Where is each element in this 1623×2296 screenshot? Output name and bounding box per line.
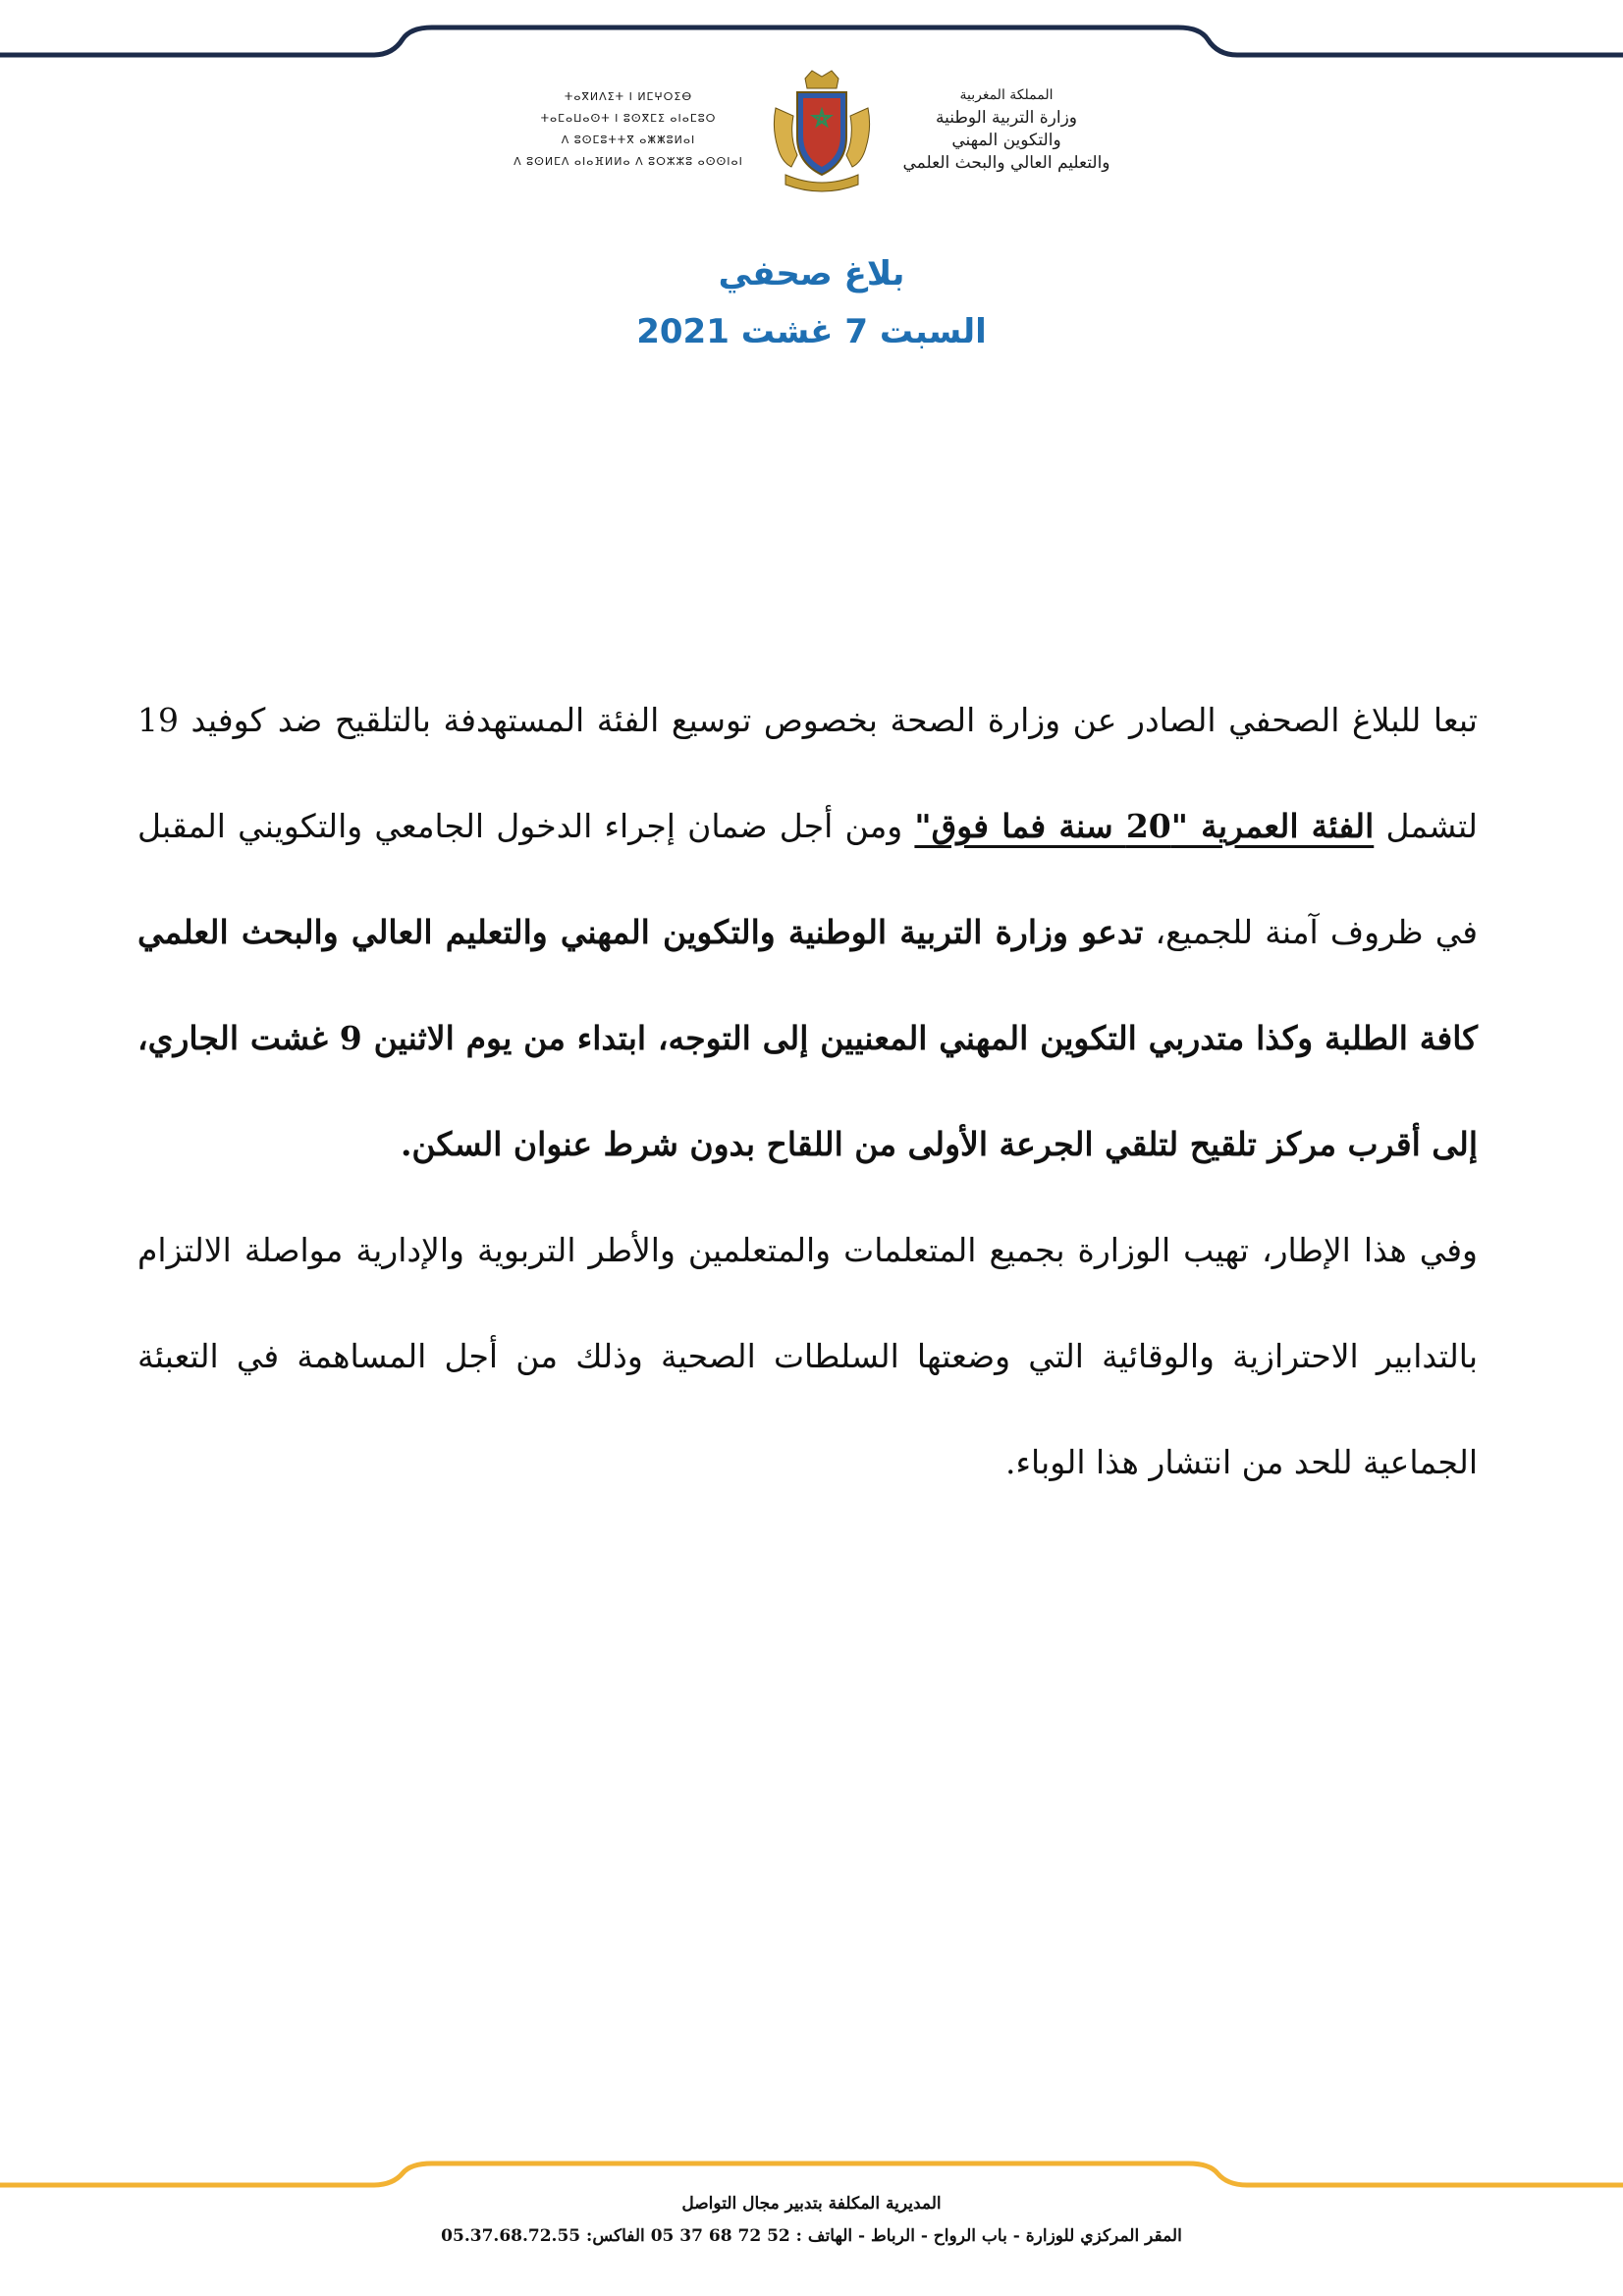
press-release-body (137, 667, 1478, 1516)
footer (0, 2189, 1623, 2254)
letterhead (0, 69, 1623, 216)
arabic-ministry-name (889, 84, 1124, 175)
paragraph-1 (137, 667, 1478, 1198)
footer-department: المديرية المكلفة بتدبير مجال التواصل (681, 2194, 942, 2214)
page-title: بلاغ صحفي (718, 254, 905, 294)
tifinagh-line: ⴷ ⵓⵙⵎⵓⵜⵜⴳ ⴰⵥⵥⵓⵍⴰⵏ (561, 133, 696, 146)
tifinagh-line: ⵜⴰⴳⵍⴷⵉⵜ ⵏ ⵍⵎⵖⵔⵉⴱ (564, 90, 693, 103)
ministry-line: المملكة المغربية (959, 87, 1054, 103)
coat-of-arms-icon (768, 69, 876, 198)
tifinagh-ministry-name (491, 86, 766, 173)
paragraph-2: وفي هذا الإطار، تهيب الوزارة بجميع المتعلمات والمتعلمين والأطر التربوية والإدارية مواصلة الالتزام بالتدابير الاحترازية والوقائية التي وضعتها السلطات الصحية وذلك من أجل المساهمة في التعبئة الجماعية للحد من انتشار هذا الوباء. (137, 1231, 1478, 1481)
tifinagh-line: ⵜⴰⵎⴰⵡⴰⵙⵜ ⵏ ⵓⵙⴳⵎⵉ ⴰⵏⴰⵎⵓⵔ (540, 112, 717, 125)
ministry-call-bold: تدعو وزارة التربية الوطنية والتكوين المهني والتعليم العالي والبحث العلمي كافة الطلبة وكذا متدربي التكوين المهني المعنيين إلى التوجه، ابتداء من يوم الاثنين 9 غشت الجاري، إلى أقرب مركز تلقيح لتلقي الجرعة الأولى من اللقاح بدون شرط عنوان السكن. (137, 913, 1478, 1163)
ministry-line: وزارة التربية الوطنية (935, 108, 1078, 128)
age-group-highlight: الفئة العمرية "20 سنة فما فوق" (914, 807, 1375, 845)
release-date: السبت 7 غشت 2021 (636, 312, 987, 351)
paragraph-1-text: تبعا للبلاغ الصحفي الصادر عن وزارة الصحة بخصوص توسيع الفئة المستهدفة بالتلقيح ضد كوفيد 19 لتشمل (137, 701, 1478, 845)
paragraph-1-text-cont: ومن أجل ضمان إجراء الدخول الجامعي والتكويني المقبل في ظروف آمنة للجميع، (137, 807, 1478, 951)
footer-contact: المقر المركزي للوزارة - باب الرواح - الرباط - الهاتف : 52 72 68 37 05 الفاكس: 05.37.68.72.55 (441, 2226, 1182, 2246)
ministry-line: والتكوين المهني (951, 131, 1061, 150)
ministry-line: والتعليم العالي والبحث العلمي (902, 153, 1110, 173)
press-release-title (0, 245, 1623, 361)
top-decorative-rule (0, 20, 1623, 69)
tifinagh-line: ⴷ ⵓⵙⵍⵎⴷ ⴰⵏⴰⴼⵍⵍⴰ ⴷ ⵓⵔⵣⵣⵓ ⴰⵙⵙⵏⴰⵏ (514, 155, 743, 168)
